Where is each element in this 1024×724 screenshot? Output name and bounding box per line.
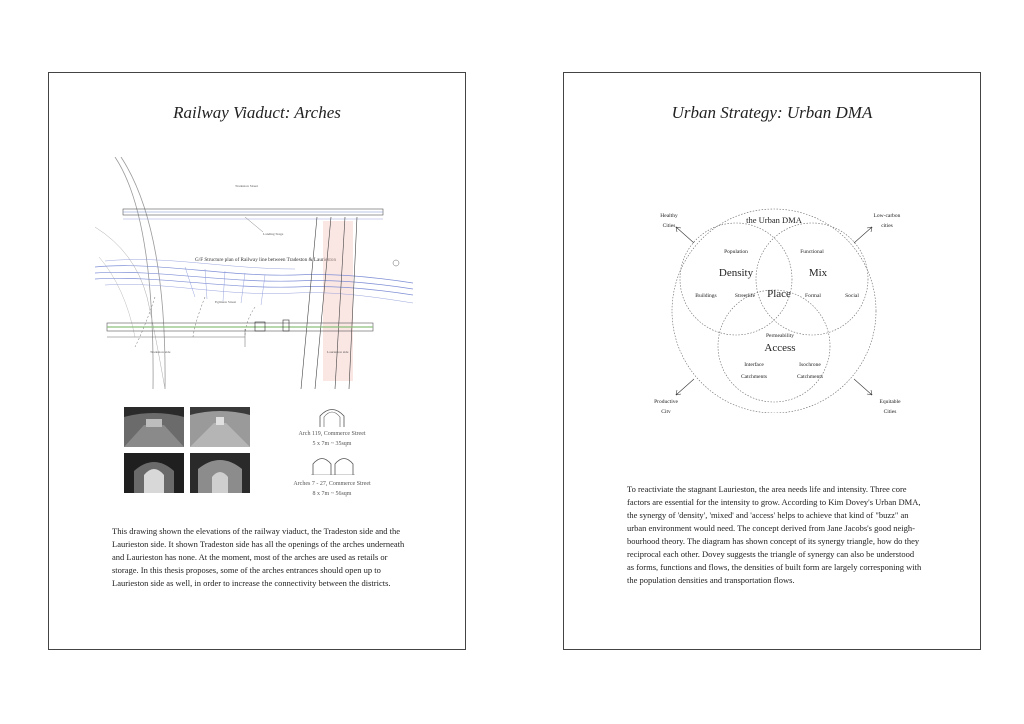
low-carbon-cities-label: Low-carbon (873, 213, 901, 219)
eglinton-street-label: Eglinton Street (215, 300, 237, 304)
social-label: Social (845, 293, 859, 299)
functional-label: Functional (800, 249, 824, 255)
svg-text:Cities: Cities (883, 409, 897, 413)
population-label: Population (724, 249, 748, 255)
landing-stage-label: Landing Stage (263, 232, 284, 236)
arch-photo (190, 407, 250, 447)
arch-photo (124, 453, 184, 493)
arch-photo (190, 453, 250, 493)
page-title: Railway Viaduct: Arches (173, 103, 341, 122)
interface-catchments-label: Interface (744, 362, 764, 368)
formal-label: Formal (805, 293, 821, 299)
right-page (563, 72, 981, 650)
buildings-label: Buildings (695, 293, 717, 299)
tradeston-side-label: Tradeston side (150, 350, 171, 354)
laurieston-side-label: Laurieston side (327, 350, 349, 354)
urban-dma-diagram (624, 193, 924, 413)
svg-text:Cities: Cities (662, 223, 676, 229)
svg-text:Catchments: Catchments (797, 374, 823, 380)
arrow-icon (854, 379, 872, 395)
tradeston-street-label: Tradeston Street (235, 184, 258, 188)
left-page (48, 72, 466, 650)
access-label: Access (764, 342, 796, 354)
permeability-label: Permeability (765, 333, 795, 339)
body-paragraph: To reactiviate the stagnant Laurieston, the area needs life and intensity. Three core factors are essential for the intensity to grow. According to Kim Dovey's Urban DMA, the synergy of 'density', 'mixed' and 'access' helps to achieve that kind of "buzz" an urban environment would need. The concept derived from Jane Jacobs's good neigh- bourhood theory. The diagram has shown concept of its synergy triangle, how do they reciprocal each other. Dovey suggests the triangle of synergy can also be understood as forms, functions and flows, the densities of built form are largely corresponing with the population densities and transportation flows. (627, 484, 922, 585)
arrow-icon (854, 227, 872, 243)
place-label: Place (767, 288, 791, 300)
productive-city-label: Productive (654, 399, 678, 405)
arch-photo (124, 407, 184, 447)
healthy-cities-label: Healthy (660, 213, 678, 219)
streetlife-label: Streetlife (734, 293, 756, 299)
outer-circle (672, 209, 876, 413)
body-paragraph: This drawing shown the elevations of the railway viaduct, the Tradeston side and the Laurieston side. It shown Tradeston side has all the openings of the arches underneath and Laurieston has none. At the moment, most of the arches are used as retails or storage. In this thesis proposes, some of the arches entrances should open up to Laurieston side as well, in order to increase the connectivity between the districts. (112, 526, 405, 588)
arches-elevation-drawing (311, 455, 355, 475)
arches-7-27-caption: Arches 7 - 27, Commerce Street 8 x 7m ~ 56sqm (293, 481, 371, 497)
diagram-header: the Urban DMA (746, 215, 802, 225)
svg-text:Catchments: Catchments (741, 374, 767, 380)
arrow-icon (676, 227, 694, 243)
plan-title: G/F Structure plan of Railway line between Tradeston & Laurieston (195, 257, 337, 263)
equitable-cities-label: Equitable (879, 399, 901, 405)
page-title: Urban Strategy: Urban DMA (671, 103, 873, 122)
density-label: Density (718, 267, 754, 279)
viaduct-structure-plan (95, 157, 413, 389)
arch-elevation-drawing (317, 407, 347, 427)
mix-label: Mix (808, 267, 828, 279)
svg-text:cities: cities (881, 223, 893, 229)
isochrone-catchments-label: Isochrone (799, 362, 821, 368)
arrow-icon (676, 379, 694, 395)
arch-119-caption: Arch 119, Commerce Street 5 x 7m ~ 35sqm (298, 431, 366, 447)
svg-text:City: City (661, 409, 671, 413)
density-circle (680, 223, 792, 335)
mix-circle (756, 223, 868, 335)
